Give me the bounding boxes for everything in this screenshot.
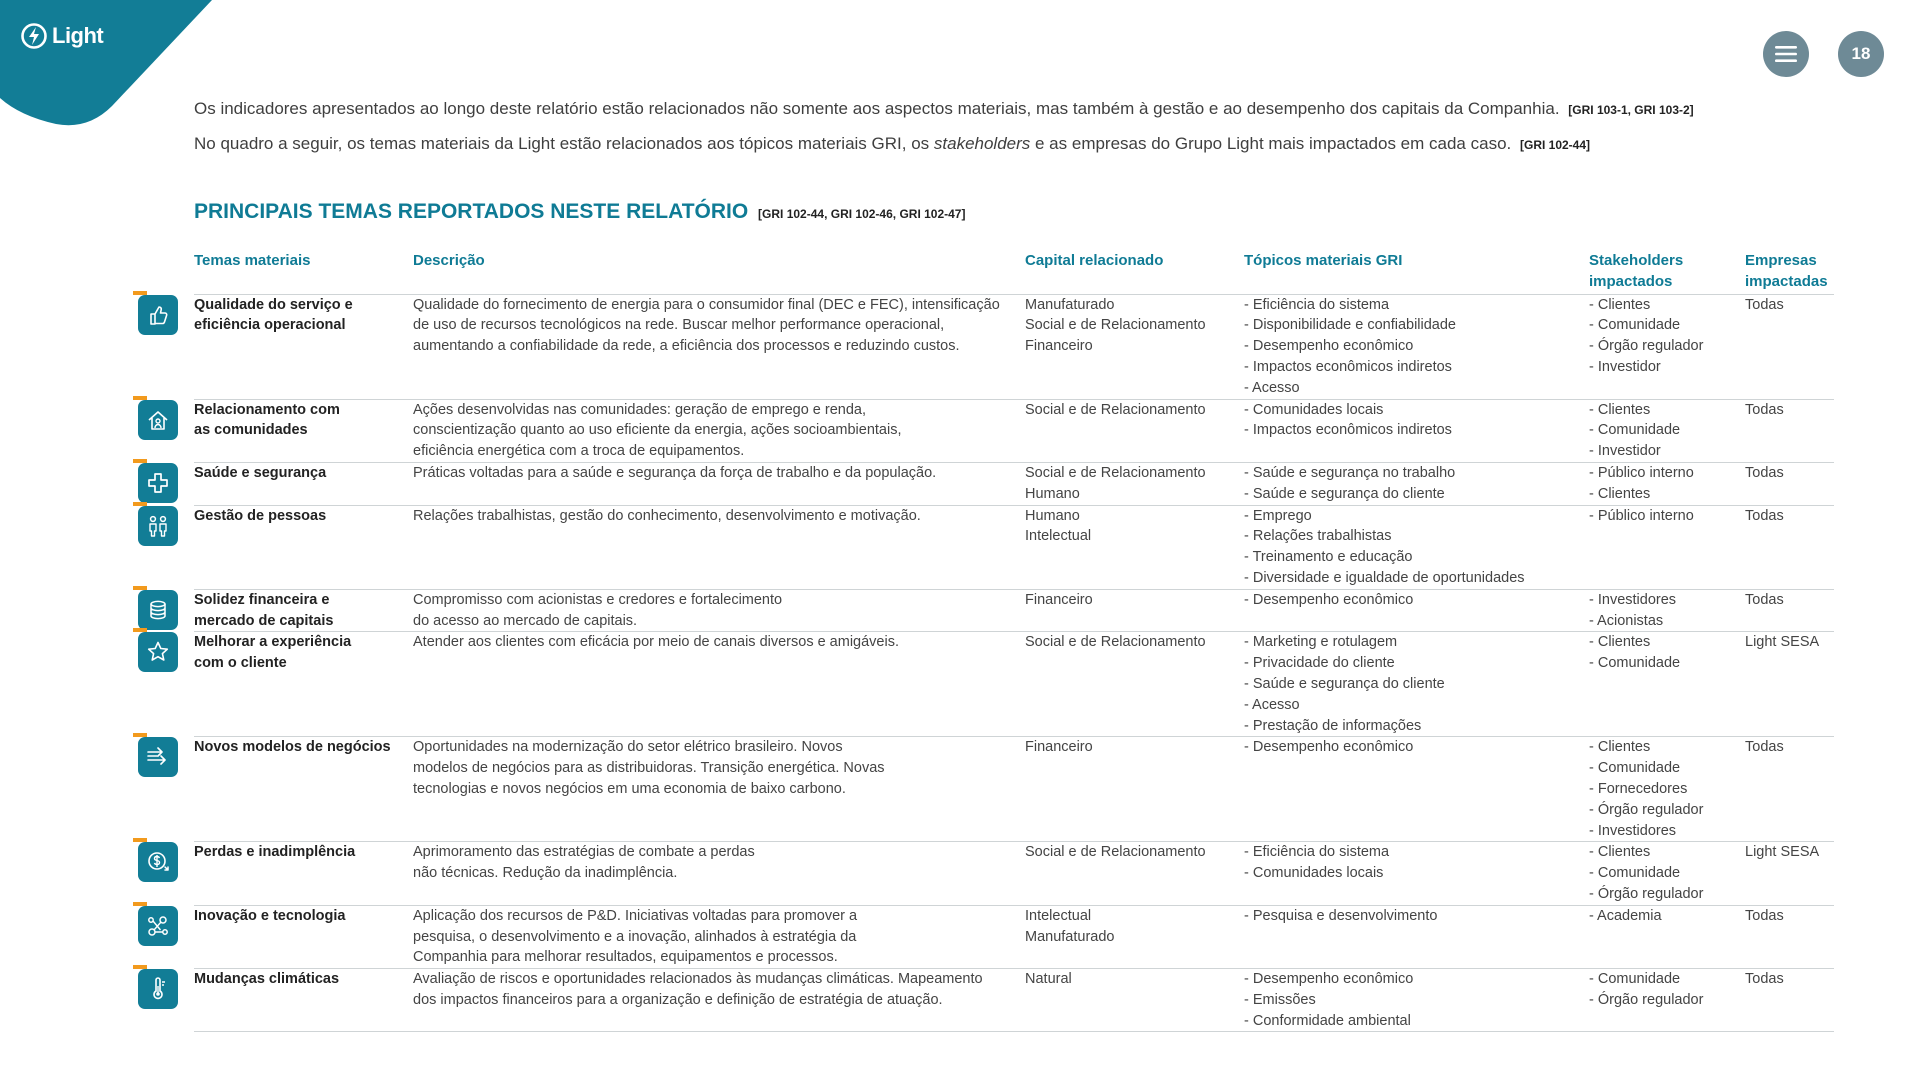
descricao-line: Oportunidades na modernização do setor elétrico brasileiro. Novos [413,739,843,756]
table-row [194,462,1834,505]
descricao-line: não técnicas. Redução da inadimplência. [413,865,678,882]
header-capital: Capital relacionado [1025,252,1164,269]
table-row [194,294,1834,399]
table-row [194,905,1834,968]
cell-empresas: Light SESA [1745,634,1820,651]
capital-line: Social e de Relacionamento [1025,401,1206,418]
hamburger-icon [1775,45,1797,63]
stakeholder-line: - Clientes [1589,296,1651,313]
cell-empresas: Todas [1745,971,1784,988]
topico-line: - Privacidade do cliente [1244,655,1395,672]
cell-topicos [1244,737,1589,842]
dollar-loss-icon [138,842,178,882]
cell-tema [194,842,413,905]
cell-descricao [413,462,1025,505]
cell-capital [1025,294,1244,399]
tema-line: Mudanças climáticas [194,971,340,988]
cell-capital [1025,632,1244,737]
cell-topicos [1244,842,1589,905]
capital-line: Financeiro [1025,591,1093,608]
topico-line: - Impactos econômicos indiretos [1244,422,1452,439]
stakeholder-line: - Academia [1589,907,1662,924]
topico-line: - Desempenho econômico [1244,971,1414,988]
descricao-line: Qualidade do fornecimento de energia para o consumidor final (DEC e FEC), intensificação [413,296,1000,313]
cell-descricao [413,969,1025,1032]
topico-line: - Eficiência do sistema [1244,844,1390,861]
table-row [194,842,1834,905]
topico-line: - Prestação de informações [1244,717,1422,734]
topico-line: - Desempenho econômico [1244,338,1414,355]
stakeholder-line: - Comunidade [1589,971,1681,988]
tema-line: Gestão de pessoas [194,507,327,524]
header-line: Stakeholders [1589,252,1684,269]
coins-icon [138,590,178,630]
descricao-line: Ações desenvolvidas nas comunidades: geração de emprego e renda, [413,401,867,418]
table-row [194,589,1834,632]
stakeholder-line: - Órgão regulador [1589,801,1704,818]
table-row [194,632,1834,737]
descricao-line: Aplicação dos recursos de P&D. Iniciativas voltadas para promover a [413,907,858,924]
capital-line: Social e de Relacionamento [1025,844,1206,861]
stakeholder-line: - Fornecedores [1589,780,1688,797]
cell-empresas: Todas [1745,401,1784,418]
cell-stakeholders [1589,505,1745,589]
topico-line: - Disponibilidade e confiabilidade [1244,317,1456,334]
topico-line: - Eficiência do sistema [1244,296,1390,313]
stakeholder-line: - Comunidade [1589,317,1681,334]
community-house-icon [138,400,178,440]
stakeholder-line: - Comunidade [1589,655,1681,672]
people-icon [138,506,178,546]
cell-tema [194,905,413,968]
stakeholder-line: - Público interno [1589,464,1694,481]
table-row [194,399,1834,462]
page-number: 18 [1838,31,1884,77]
capital-line: Financeiro [1025,739,1093,756]
cell-topicos [1244,969,1589,1032]
intro-text-1: Os indicadores apresentados ao longo deste relatório estão relacionados não somente aos aspectos materiais, mas também à gestão e ao desempenho dos capitais da Companhia. [194,99,1560,118]
stakeholder-line: - Público interno [1589,507,1694,524]
cell-topicos [1244,294,1589,399]
topico-line: - Comunidades locais [1244,401,1384,418]
cell-topicos [1244,399,1589,462]
descricao-line: Avaliação de riscos e oportunidades relacionados às mudanças climáticas. Mapeamento [413,971,983,988]
topico-line: - Diversidade e igualdade de oportunidades [1244,569,1525,586]
tema-line: Inovação e tecnologia [194,907,346,924]
tema-line: com o cliente [194,655,287,672]
descricao-line: dos impactos financeiros para a organização e definição de estratégia de atuação. [413,991,943,1008]
cell-topicos [1244,632,1589,737]
cell-capital [1025,399,1244,462]
cell-tema [194,462,413,505]
thumbs-up-icon [138,295,178,335]
topico-line: - Saúde e segurança do cliente [1244,485,1445,502]
tema-line: Novos modelos de negócios [194,739,391,756]
cell-capital [1025,462,1244,505]
header-topicos: Tópicos materiais GRI [1244,252,1403,269]
topico-line: - Marketing e rotulagem [1244,634,1398,651]
cell-empresas: Todas [1745,591,1784,608]
descricao-line: modelos de negócios para as distribuidoras. Transição energética. Novas [413,760,885,777]
cell-stakeholders [1589,399,1745,462]
cell-topicos [1244,505,1589,589]
descricao-line: Companhia para melhorar resultados, equipamentos e processos. [413,949,838,966]
descricao-line: conscientização quanto ao uso eficiente da energia, ações socioambientais, [413,422,902,439]
topico-line: - Saúde e segurança no trabalho [1244,464,1456,481]
cell-tema [194,399,413,462]
cell-empresas: Light SESA [1745,844,1820,861]
tema-line: Melhorar a experiência [194,634,352,651]
cell-descricao [413,905,1025,968]
descricao-line: eficiência energética com a troca de equipamentos. [413,443,745,460]
intro-text-2a: No quadro a seguir, os temas materiais da Light estão relacionados aos tópicos materiais GRI, os [194,134,934,153]
stakeholder-line: - Investidor [1589,358,1661,375]
descricao-line: tecnologias e novos negócios em uma economia de baixo carbono. [413,780,846,797]
stakeholder-line: - Clientes [1589,485,1651,502]
tema-line: mercado de capitais [194,612,334,629]
cell-capital [1025,969,1244,1032]
cell-tema [194,969,413,1032]
stakeholder-line: - Clientes [1589,401,1651,418]
header-tema: Temas materiais [194,252,311,269]
descricao-line: do acesso ao mercado de capitais. [413,612,638,629]
topico-line: - Acesso [1244,696,1300,713]
cell-topicos [1244,589,1589,632]
table-row [194,737,1834,842]
capital-line: Natural [1025,971,1072,988]
stakeholder-line: - Comunidade [1589,422,1681,439]
stakeholder-line: - Acionistas [1589,612,1664,629]
cell-tema [194,589,413,632]
header-stakeholders [1589,251,1745,294]
header-empresas [1745,251,1834,294]
tema-line: Relacionamento com [194,401,340,418]
stakeholder-line: - Investidores [1589,591,1677,608]
cell-capital [1025,737,1244,842]
stakeholder-line: - Clientes [1589,634,1651,651]
descricao-line: aumentando a confiabilidade da rede, a eficiência dos processos e reduzindo custos. [413,338,960,355]
table-row [194,969,1834,1032]
stakeholder-line: - Clientes [1589,844,1651,861]
descricao-line: de uso de recursos tecnológicos na rede. Buscar melhor performance operacional, [413,317,945,334]
stakeholder-line: - Órgão regulador [1589,991,1704,1008]
capital-line: Financeiro [1025,338,1093,355]
cell-stakeholders [1589,462,1745,505]
topico-line: - Saúde e segurança do cliente [1244,675,1445,692]
cell-stakeholders [1589,969,1745,1032]
cell-empresas: Todas [1745,296,1784,313]
topico-line: - Acesso [1244,379,1300,396]
cell-stakeholders [1589,294,1745,399]
descricao-line: Compromisso com acionistas e credores e fortalecimento [413,591,783,608]
topico-line: - Desempenho econômico [1244,739,1414,756]
cell-stakeholders [1589,842,1745,905]
table-header-row [194,251,1834,294]
topico-line: - Comunidades locais [1244,865,1384,882]
gri-reference: [GRI 102-44, GRI 102-46, GRI 102-47] [758,207,966,221]
cell-topicos [1244,462,1589,505]
cell-capital [1025,842,1244,905]
table-row [194,505,1834,589]
topico-line: - Emprego [1244,507,1312,524]
capital-line: Humano [1025,485,1080,502]
cell-tema [194,737,413,842]
cell-empresas: Todas [1745,739,1784,756]
cell-descricao [413,399,1025,462]
capital-line: Intelectual [1025,907,1092,924]
thermometer-icon [138,969,178,1009]
stakeholder-line: - Clientes [1589,739,1651,756]
cell-stakeholders [1589,737,1745,842]
tema-line: Solidez financeira e [194,591,330,608]
tema-line: eficiência operacional [194,317,346,334]
cell-capital [1025,905,1244,968]
topico-line: - Conformidade ambiental [1244,1012,1411,1029]
star-icon [138,632,178,672]
topico-line: - Impactos econômicos indiretos [1244,358,1452,375]
capital-line: Manufaturado [1025,928,1115,945]
section-title-text: PRINCIPAIS TEMAS REPORTADOS NESTE RELATÓRIO [194,200,749,223]
lightning-logo-icon [20,22,48,50]
header-line: Empresas [1745,252,1817,269]
topico-line: - Treinamento e educação [1244,549,1413,566]
descricao-line: pesquisa, o desenvolvimento e a inovação, alinhados à estratégia da [413,928,857,945]
menu-button[interactable] [1763,31,1809,77]
cell-descricao [413,589,1025,632]
cell-capital [1025,589,1244,632]
stakeholder-line: - Órgão regulador [1589,885,1704,902]
header-line: impactadas [1745,272,1828,290]
cell-descricao [413,294,1025,399]
topico-line: - Relações trabalhistas [1244,528,1392,545]
cell-tema [194,505,413,589]
descricao-line: Atender aos clientes com eficácia por meio de canais diversos e amigáveis. [413,634,899,651]
intro-text-2-italic: stakeholders [933,134,1031,153]
cell-tema [194,632,413,737]
topico-line: - Desempenho econômico [1244,591,1414,608]
cell-descricao [413,632,1025,737]
material-topics-table [194,251,1834,1032]
descricao-line: Relações trabalhistas, gestão do conhecimento, desenvolvimento e motivação. [413,507,921,524]
section-title [194,200,965,224]
capital-line: Manufaturado [1025,296,1115,313]
cell-descricao [413,505,1025,589]
cell-stakeholders [1589,589,1745,632]
intro-paragraph-1 [194,99,1754,119]
cell-stakeholders [1589,632,1745,737]
capital-line: Humano [1025,507,1080,524]
cell-descricao [413,842,1025,905]
stakeholder-line: - Órgão regulador [1589,338,1704,355]
descricao-line: Aprimoramento das estratégias de combate a perdas [413,844,755,861]
cell-empresas: Todas [1745,907,1784,924]
tema-line: Perdas e inadimplência [194,844,356,861]
tema-line: as comunidades [194,422,308,439]
stakeholder-line: - Investidores [1589,822,1677,839]
cell-empresas: Todas [1745,464,1784,481]
cell-topicos [1244,905,1589,968]
intro-text-2b: e as empresas do Grupo Light mais impactados em cada caso. [1030,134,1512,153]
header-line: impactados [1589,272,1673,290]
capital-line: Social e de Relacionamento [1025,634,1206,651]
header-descricao: Descrição [413,252,485,269]
tema-line: Saúde e segurança [194,464,327,481]
cell-capital [1025,505,1244,589]
network-icon [138,906,178,946]
arrows-right-icon [138,737,178,777]
tema-line: Qualidade do serviço e [194,296,353,313]
gri-reference: [GRI 102-44] [1519,138,1591,152]
capital-line: Social e de Relacionamento [1025,464,1206,481]
stakeholder-line: - Comunidade [1589,865,1681,882]
cell-stakeholders [1589,905,1745,968]
health-cross-icon [138,463,178,503]
light-logo[interactable] [20,22,103,50]
capital-line: Social e de Relacionamento [1025,317,1206,334]
topico-line: - Pesquisa e desenvolvimento [1244,907,1438,924]
topico-line: - Emissões [1244,991,1316,1008]
gri-reference: [GRI 103-1, GRI 103-2] [1568,103,1694,117]
logo-text: Light [52,23,104,48]
stakeholder-line: - Comunidade [1589,760,1681,777]
capital-line: Intelectual [1025,528,1092,545]
intro-paragraph-2 [194,134,1754,154]
cell-descricao [413,737,1025,842]
descricao-line: Práticas voltadas para a saúde e segurança da força de trabalho e da população. [413,464,937,481]
stakeholder-line: - Investidor [1589,443,1661,460]
cell-tema [194,294,413,399]
cell-empresas: Todas [1745,507,1784,524]
